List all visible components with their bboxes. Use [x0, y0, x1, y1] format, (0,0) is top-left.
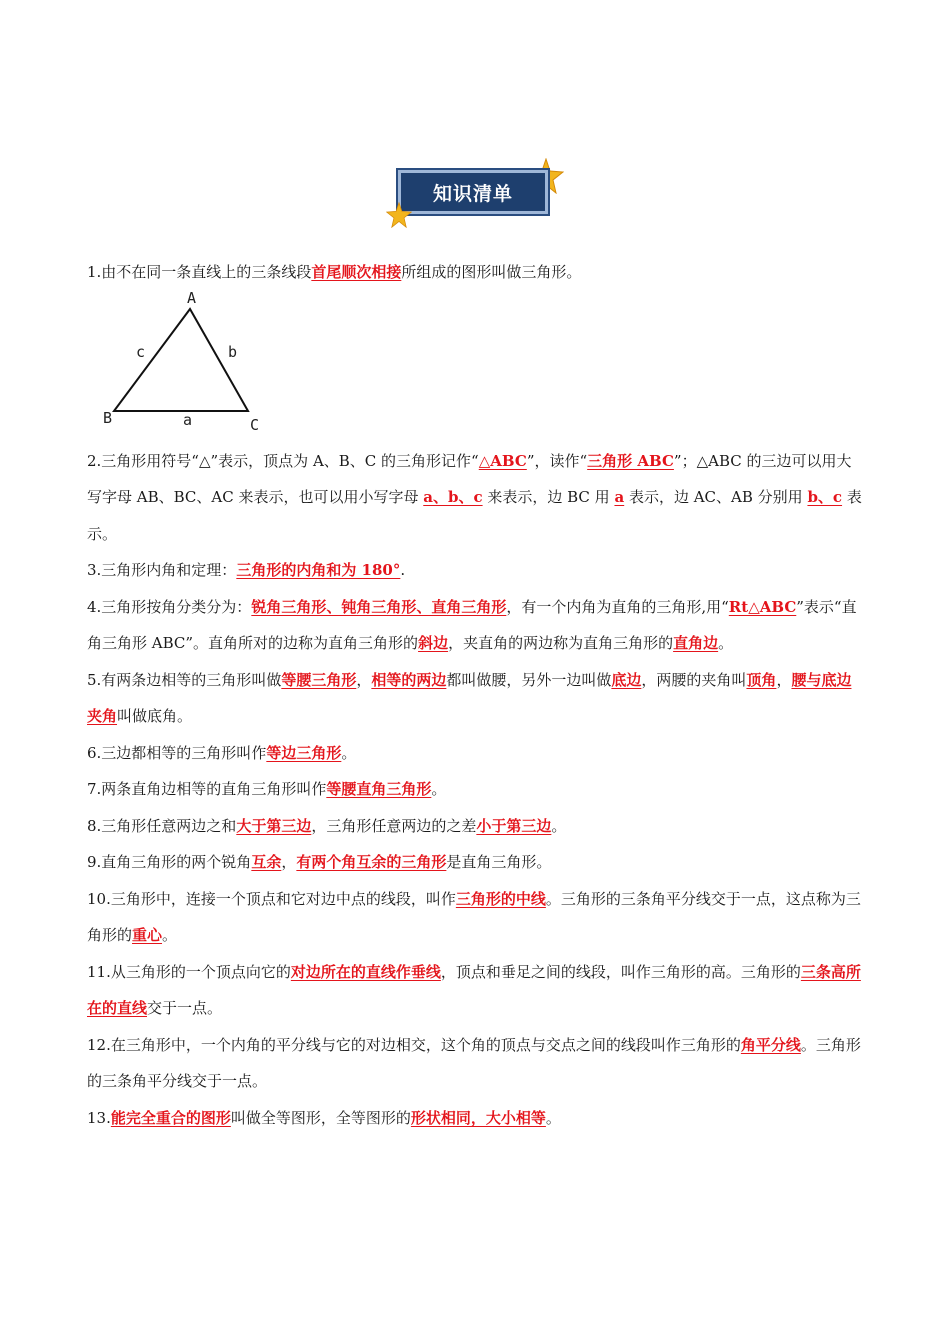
highlight-answer: Rt△ABC: [728, 597, 797, 616]
highlight-answer: 底边: [611, 670, 642, 689]
highlight-answer: 有两个角互余的三角形: [296, 853, 447, 871]
item-text: ，有一个内角为直角的三角形,用“: [506, 597, 729, 616]
item-text: ，三角形任意两边的之差: [311, 816, 477, 835]
item-text: 5.有两条边相等的三角形叫做: [87, 670, 282, 689]
highlight-answer: a、b、c: [423, 488, 483, 506]
highlight-answer: △ABC: [478, 451, 527, 470]
item-text: 叫做底角。: [117, 707, 193, 725]
highlight-answer: 等腰直角三角形: [326, 780, 432, 798]
item-text: ”；△ABC 的三边可以用大写字母 AB、BC、AC 来表示，也可以用小写字母: [87, 451, 852, 506]
item-text: ”表示“直角三角形 ABC”。直角所对的边称为直角三角形的: [87, 597, 857, 652]
item-text: 6.三边都相等的三角形叫作: [87, 743, 267, 762]
item-text: 4.三角形按角分类分为：: [87, 597, 252, 616]
knowledge-list: [87, 254, 865, 1136]
item-text: 13.: [87, 1108, 111, 1127]
highlight-answer: 直角边: [673, 634, 719, 652]
item-text: 10.三角形中，连接一个顶点和它对边中点的线段，叫作: [87, 889, 456, 908]
item-text: 8.三角形任意两边之和: [87, 816, 237, 835]
vertex-label-c: C: [250, 415, 260, 434]
item-text: 是直角三角形。: [446, 853, 552, 871]
item-text: 。三角形的三条角平分线交于一点。: [87, 1035, 861, 1090]
item-text: ，夹直角的两边称为直角三角形的: [448, 634, 674, 652]
item-text: 表示。: [87, 488, 862, 543]
list-item: [87, 881, 865, 954]
highlight-answer: 三角形 ABC: [587, 451, 674, 470]
item-text: 。: [718, 634, 734, 652]
highlight-answer: 锐角三角形、钝角三角形、直角三角形: [251, 597, 507, 616]
list-item: [87, 735, 865, 772]
item-text: 。三角形的三条角平分线交于一点，这点称为三角形的: [87, 889, 861, 944]
highlight-answer: 重心: [132, 926, 163, 944]
list-item: [87, 1100, 865, 1137]
item-text: 。: [545, 1108, 561, 1127]
banner-box: [398, 170, 548, 214]
highlight-answer: 三角形的中线: [455, 889, 546, 908]
highlight-answer: 首尾顺次相接: [311, 263, 402, 281]
item-text: 7.两条直角边相等的直角三角形叫作: [87, 780, 327, 798]
triangle-figure: [87, 288, 267, 443]
item-text: 12.在三角形中，一个内角的平分线与它的对边相交，这个角的顶点与交点之间的线段叫作三角形的: [87, 1035, 741, 1054]
item-text: 所组成的图形叫做三角形。: [401, 263, 582, 281]
list-item: [87, 771, 865, 808]
list-item: [87, 589, 865, 662]
vertex-label-a: A: [187, 288, 197, 307]
item-text: 11.从三角形的一个顶点向它的: [87, 962, 291, 981]
highlight-answer: 三条高所在的直线: [87, 962, 861, 1017]
highlight-answer: 顶角: [746, 670, 777, 689]
highlight-answer: 互余: [251, 853, 282, 871]
item-text: .: [400, 561, 406, 579]
list-item: [87, 552, 865, 589]
highlight-answer: a: [614, 488, 625, 506]
item-text: 9.直角三角形的两个锐角: [87, 853, 252, 871]
highlight-answer: 三角形的内角和为 180°: [236, 561, 401, 579]
side-label-c: c: [136, 342, 146, 361]
item-text: 表示，边 AC、AB 分别用: [624, 488, 808, 506]
highlight-answer: 等边三角形: [266, 743, 342, 762]
item-text: 2.三角形用符号“△”表示，顶点为 A、B、C 的三角形记作“: [87, 451, 479, 470]
side-label-b: b: [228, 342, 238, 361]
highlight-answer: 相等的两边: [371, 670, 447, 689]
item-text: ，: [281, 853, 297, 871]
highlight-answer: 大于第三边: [236, 816, 312, 835]
item-text: 。: [551, 816, 567, 835]
highlight-answer: 角平分线: [740, 1035, 801, 1054]
list-item: [87, 443, 865, 553]
item-text: 1.由不在同一条直线上的三条线段: [87, 263, 312, 281]
vertex-label-b: B: [103, 408, 113, 427]
highlight-answer: 形状相同，大小相等: [410, 1108, 546, 1127]
item-text: 都叫做腰，另外一边叫做: [446, 670, 612, 689]
item-text: 。: [341, 743, 357, 762]
highlight-answer: 能完全重合的图形: [110, 1108, 231, 1127]
side-label-a: a: [183, 410, 193, 429]
section-banner: [386, 158, 566, 230]
highlight-answer: 斜边: [418, 634, 449, 652]
item-text: 。: [162, 926, 178, 944]
highlight-answer: 腰与底边夹角: [87, 670, 852, 725]
list-item: [87, 662, 865, 735]
item-text: 交于一点。: [147, 999, 223, 1017]
triangle-diagram: [87, 288, 267, 443]
highlight-answer: b、c: [807, 488, 843, 506]
banner-title: 知识清单: [432, 183, 513, 205]
list-item: [87, 808, 865, 845]
star-icon: [386, 202, 412, 228]
item-text: 。: [431, 780, 447, 798]
item-text: ，两腰的夹角叫: [641, 670, 747, 689]
item-text: ，: [356, 670, 372, 689]
highlight-answer: 等腰三角形: [281, 670, 357, 689]
item-text: ，顶点和垂足之间的线段，叫作三角形的高。三角形的: [440, 962, 801, 981]
highlight-answer: 对边所在的直线作垂线: [290, 962, 441, 981]
highlight-answer: 小于第三边: [476, 816, 552, 835]
item-text: 来表示，边 BC 用: [482, 488, 615, 506]
list-item: [87, 844, 865, 881]
list-item: [87, 1027, 865, 1100]
list-item: [87, 254, 865, 291]
item-text: 叫做全等图形，全等图形的: [230, 1108, 411, 1127]
list-item: [87, 954, 865, 1027]
item-text: 3.三角形内角和定理：: [87, 561, 237, 579]
item-text: ”，读作“: [526, 451, 588, 470]
item-text: ，: [776, 670, 792, 689]
